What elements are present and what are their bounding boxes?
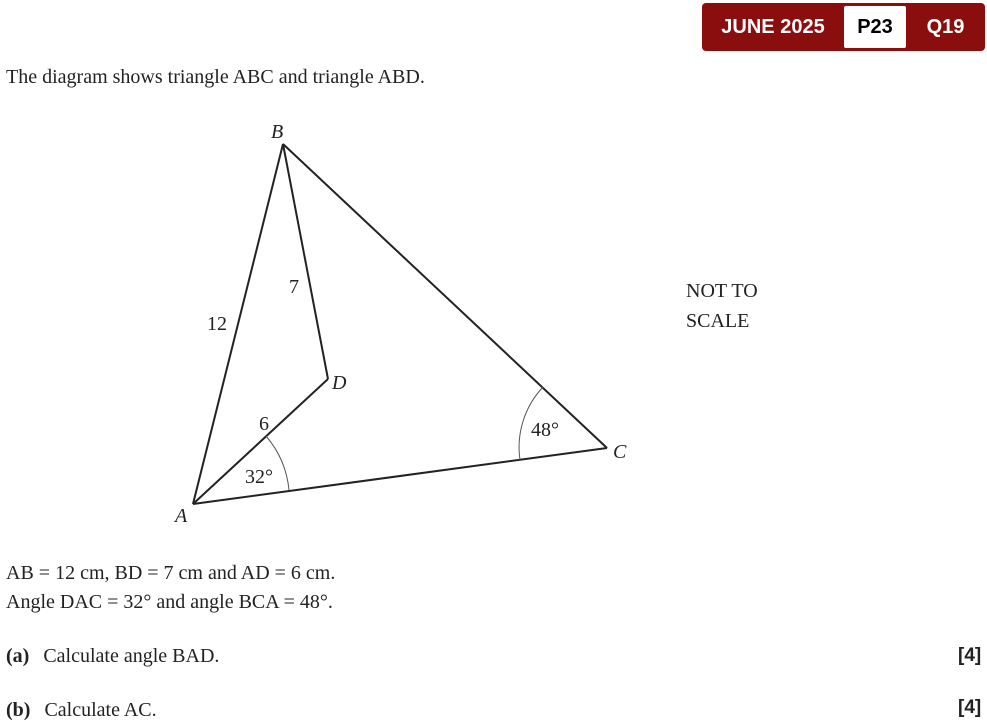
- question-number: Q19: [926, 16, 965, 38]
- vertex-label-a: A: [175, 505, 188, 527]
- length-label-bd: 7: [289, 276, 299, 298]
- question-part-a: [6, 645, 219, 668]
- part-a-text: Calculate angle BAD.: [43, 645, 220, 667]
- note-line-1: NOT TO: [686, 280, 758, 302]
- part-b-marks: [4]: [958, 697, 982, 718]
- part-a-marks: [4]: [958, 645, 982, 666]
- given-lengths: AB = 12 cm, BD = 7 cm and AD = 6 cm.: [6, 562, 336, 584]
- given-angles: Angle DAC = 32° and angle BCA = 48°.: [6, 591, 333, 613]
- part-a-label: (a): [6, 645, 30, 667]
- angle-label-bca: 48°: [531, 419, 559, 441]
- intro-text: The diagram shows triangle ABC and triangle ABD.: [6, 66, 425, 88]
- side-bc: [283, 144, 607, 448]
- paper-number: P23: [844, 6, 906, 48]
- not-to-scale-note: [686, 276, 758, 336]
- length-label-ad: 6: [259, 413, 269, 435]
- vertex-label-b: B: [271, 121, 284, 143]
- question-part-b: [6, 699, 157, 722]
- angle-label-dac: 32°: [245, 466, 273, 488]
- vertex-label-c: C: [613, 441, 627, 463]
- length-label-ab: 12: [207, 313, 227, 335]
- vertex-label-d: D: [332, 372, 347, 394]
- part-b-label: (b): [6, 699, 31, 721]
- note-line-2: SCALE: [686, 310, 750, 332]
- exam-date: JUNE 2025: [721, 16, 825, 38]
- part-b-text: Calculate AC.: [44, 699, 157, 721]
